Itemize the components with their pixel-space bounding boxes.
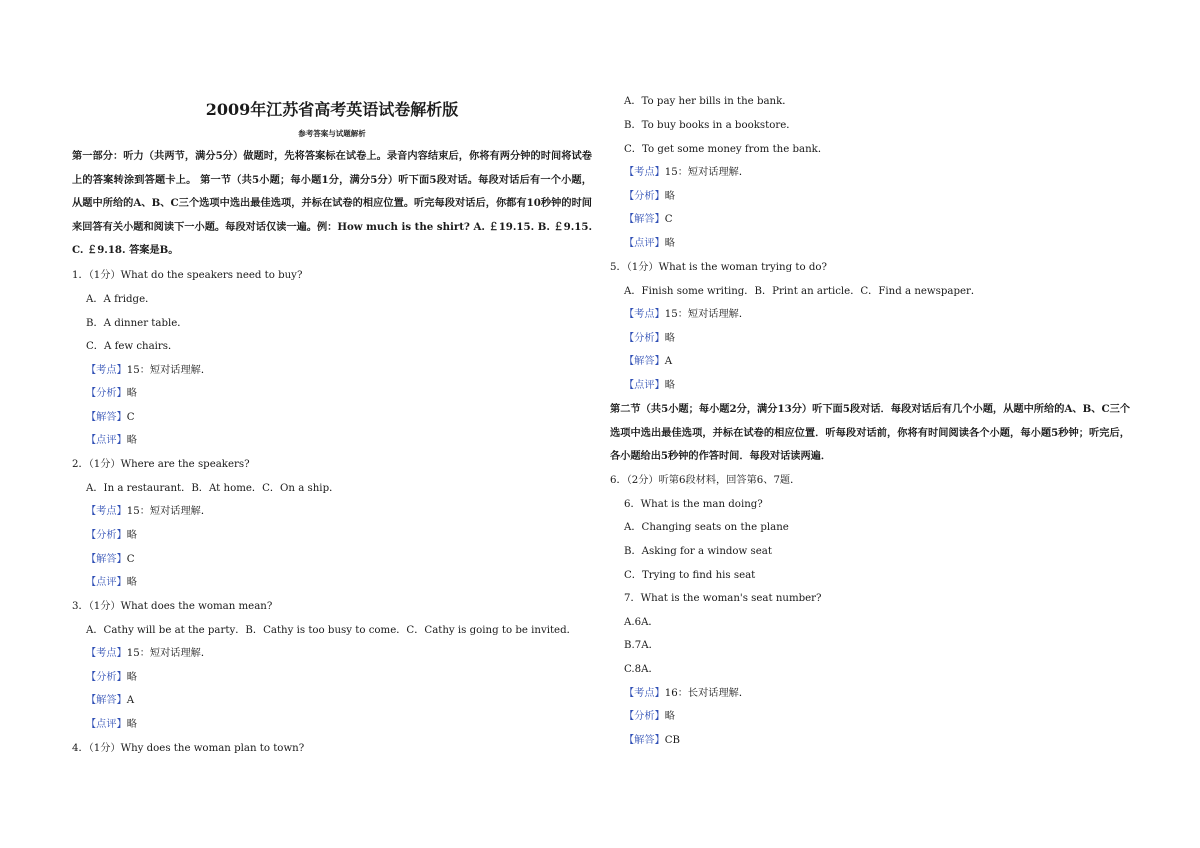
q2-fenxi-text: 略: [126, 530, 137, 541]
q1-jieda: [86, 411, 135, 425]
q4-dianping: [624, 237, 675, 251]
q2-stem: 2．（1分）Where are the speakers?: [72, 459, 250, 470]
q6-sub7-option-c: C.8A．: [624, 664, 659, 675]
q5-kaodian-text: 15：短对话理解．: [664, 309, 750, 320]
kaodian-tag: 【考点】: [86, 506, 127, 517]
q6-sub6-option-b: B．Asking for a window seat: [624, 546, 772, 557]
dianping-tag: 【点评】: [86, 577, 127, 588]
q3-jieda: [86, 694, 134, 708]
q1-dianping: [86, 434, 137, 448]
q5-dianping-text: 略: [664, 380, 675, 391]
q2-options: A．In a restaurant．B．At home．C．On a ship．: [86, 483, 340, 494]
q3-options: A．Cathy will be at the party．B．Cathy is too busy to come．C．Cathy is going to be invited．: [86, 625, 577, 636]
page-title: 2009年江苏省高考英语试卷解析版: [205, 100, 459, 119]
kaodian-tag: 【考点】: [624, 167, 665, 178]
q1-dianping-text: 略: [126, 435, 137, 446]
fenxi-tag: 【分析】: [86, 672, 127, 683]
q6-fenxi: [624, 710, 675, 724]
q1-kaodian-text: 15：短对话理解．: [126, 365, 212, 376]
q4-kaodian-text: 15：短对话理解．: [664, 167, 750, 178]
kaodian-tag: 【考点】: [86, 365, 127, 376]
q5-kaodian: [624, 308, 749, 322]
q2-dianping-text: 略: [126, 577, 137, 588]
q5-dianping: [624, 379, 675, 393]
jieda-tag: 【解答】: [86, 695, 127, 706]
kaodian-tag: 【考点】: [86, 648, 127, 659]
q3-fenxi-text: 略: [126, 672, 137, 683]
q6-fenxi-text: 略: [664, 711, 675, 722]
q5-fenxi-text: 略: [664, 333, 675, 344]
q3-kaodian-text: 15：短对话理解．: [126, 648, 212, 659]
jieda-tag: 【解答】: [624, 735, 665, 746]
q4-kaodian: [624, 166, 749, 180]
q1-fenxi-text: 略: [126, 388, 137, 399]
fenxi-tag: 【分析】: [624, 711, 665, 722]
q1-option-a: A．A fridge．: [86, 294, 156, 305]
part1-instructions: 第一部分：听力（共两节，满分5分）做题时，先将答案标在试卷上。录音内容结束后，你将有两分钟的时间将试卷上的答案转涂到答题卡上。 第一节（共5小题；每小题1分，满分5分）听下面5段对话。每段对话后有一个小题，从题中所给的A、B、C三个选项中选出最佳选项，并标在试卷的相应位置。听完每段对话后，你都有10秒钟的时间来回答有关小题和阅读下一小题。每段对话仅读一遍。例：How much is the shirt? A. ￡19.15. B. ￡9.15. C. ￡9.18. 答案是B。: [72, 150, 592, 257]
q1-option-c: C．A few chairs．: [86, 341, 179, 352]
q6-sub6-stem: 6．What is the man doing?: [624, 499, 763, 510]
kaodian-tag: 【考点】: [624, 688, 665, 699]
fenxi-tag: 【分析】: [86, 388, 127, 399]
q4-fenxi-text: 略: [664, 191, 675, 202]
q2-dianping: [86, 576, 137, 590]
q6-jieda: [624, 734, 680, 748]
q5-stem: 5．（1分）What is the woman trying to do?: [610, 262, 827, 273]
dianping-tag: 【点评】: [624, 238, 665, 249]
q2-kaodian-text: 15：短对话理解．: [126, 506, 212, 517]
jieda-tag: 【解答】: [86, 412, 127, 423]
q2-jieda: [86, 553, 135, 567]
q1-option-b: B．A dinner table．: [86, 318, 188, 329]
kaodian-tag: 【考点】: [624, 309, 665, 320]
q5-jieda-text: A: [664, 356, 673, 367]
fenxi-tag: 【分析】: [624, 333, 665, 344]
q2-jieda-text: C: [126, 554, 135, 565]
dianping-tag: 【点评】: [86, 719, 127, 730]
q5-fenxi: [624, 332, 675, 346]
fenxi-tag: 【分析】: [86, 530, 127, 541]
q4-jieda: [624, 213, 673, 227]
q3-jieda-text: A: [126, 695, 135, 706]
q4-stem: 4．（1分）Why does the woman plan to town?: [72, 743, 305, 754]
q3-dianping: [86, 718, 137, 732]
dianping-tag: 【点评】: [86, 435, 127, 446]
q3-stem: 3．（1分）What does the woman mean?: [72, 601, 273, 612]
q5-jieda: [624, 355, 672, 369]
q6-stem: 6．（2分）听第6段材料，回答第6、7题．: [610, 475, 801, 486]
q4-option-a: A．To pay her bills in the bank．: [624, 96, 793, 107]
part2-instructions: 第二节（共5小题；每小题2分，满分13分）听下面5段对话．每段对话后有几个小题，从题中所给的A、B、C三个选项中选出最佳选项，并标在试卷的相应位置．听每段对话前，你将有时间阅读各个小题，每小题5秒钟；听完后，各小题给出5秒钟的作答时间．每段对话读两遍．: [610, 403, 1130, 463]
q4-fenxi: [624, 190, 675, 204]
jieda-tag: 【解答】: [624, 214, 665, 225]
q6-sub6-option-a: A．Changing seats on the plane: [624, 522, 789, 533]
jieda-tag: 【解答】: [624, 356, 665, 367]
q1-fenxi: [86, 387, 137, 401]
dianping-tag: 【点评】: [624, 380, 665, 391]
fenxi-tag: 【分析】: [624, 191, 665, 202]
q6-sub7-stem: 7．What is the woman's seat number?: [624, 593, 822, 604]
q6-kaodian: [624, 687, 749, 701]
jieda-tag: 【解答】: [86, 554, 127, 565]
q3-kaodian: [86, 647, 211, 661]
q6-sub6-option-c: C．Trying to find his seat: [624, 570, 756, 581]
page-subtitle: 参考答案与试题解析: [298, 129, 366, 138]
q4-option-b: B．To buy books in a bookstore．: [624, 120, 797, 131]
q1-kaodian: [86, 364, 211, 378]
q6-sub7-option-b: B.7A．: [624, 640, 659, 651]
q3-fenxi: [86, 671, 137, 685]
q4-dianping-text: 略: [664, 238, 675, 249]
q3-dianping-text: 略: [126, 719, 137, 730]
q2-fenxi: [86, 529, 137, 543]
q5-options: A．Finish some writing．B．Print an article．C．Find a newspaper．: [624, 286, 982, 297]
q1-jieda-text: C: [126, 412, 135, 423]
q1-stem: 1．（1分）What do the speakers need to buy?: [72, 270, 303, 281]
q6-jieda-text: CB: [664, 735, 681, 746]
q6-kaodian-text: 16：长对话理解．: [664, 688, 750, 699]
q2-kaodian: [86, 505, 211, 519]
q6-sub7-option-a: A.6A．: [624, 617, 659, 628]
q4-option-c: C．To get some money from the bank．: [624, 144, 829, 155]
q4-jieda-text: C: [664, 214, 673, 225]
